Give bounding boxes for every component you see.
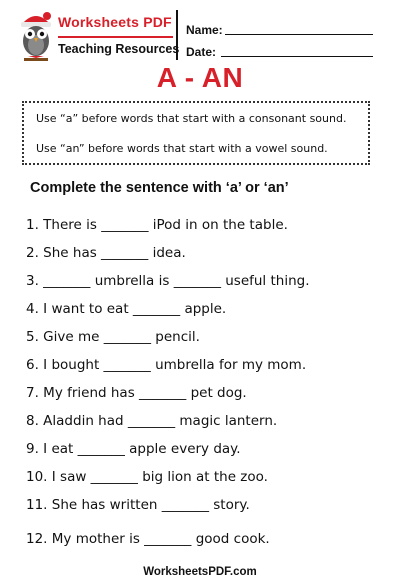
sentence-3[interactable]: 3. _______ umbrella is _______ useful thing. bbox=[26, 273, 310, 289]
sentence-9[interactable]: 9. I eat _______ apple every day. bbox=[26, 441, 241, 457]
sentence-11[interactable]: 11. She has written _______ story. bbox=[26, 497, 250, 513]
brand-name: Worksheets PDF bbox=[58, 14, 172, 30]
rule-an: Use “an” before words that start with a vowel sound. bbox=[36, 142, 328, 155]
sentence-10[interactable]: 10. I saw _______ big lion at the zoo. bbox=[26, 469, 268, 485]
sentence-1[interactable]: 1. There is _______ iPod in on the table. bbox=[26, 217, 288, 233]
sentence-4[interactable]: 4. I want to eat _______ apple. bbox=[26, 301, 227, 317]
instruction-text: Complete the sentence with ‘a’ or ‘an’ bbox=[30, 180, 289, 196]
brand-underline bbox=[58, 36, 173, 38]
header-divider bbox=[176, 10, 178, 60]
owl-icon bbox=[16, 8, 56, 64]
sentence-6[interactable]: 6. I bought _______ umbrella for my mom. bbox=[26, 357, 307, 373]
sentence-2[interactable]: 2. She has _______ idea. bbox=[26, 245, 186, 261]
date-label: Date: bbox=[186, 45, 217, 59]
sentence-list bbox=[26, 214, 386, 556]
name-label: Name: bbox=[186, 23, 223, 37]
sentence-5[interactable]: 5. Give me _______ pencil. bbox=[26, 329, 200, 345]
page-title: A - AN bbox=[156, 62, 244, 93]
sentence-8[interactable]: 8. Aladdin had _______ magic lantern. bbox=[26, 413, 278, 429]
footer-site: WorksheetsPDF.com bbox=[143, 566, 257, 578]
date-field[interactable] bbox=[221, 56, 373, 57]
rules-box bbox=[22, 101, 370, 165]
sentence-12[interactable]: 12. My mother is _______ good cook. bbox=[26, 531, 270, 547]
brand-tagline: Teaching Resources bbox=[58, 42, 180, 56]
name-field[interactable] bbox=[225, 34, 373, 35]
rule-a: Use “a” before words that start with a consonant sound. bbox=[36, 112, 347, 125]
sentence-7[interactable]: 7. My friend has _______ pet dog. bbox=[26, 385, 247, 401]
